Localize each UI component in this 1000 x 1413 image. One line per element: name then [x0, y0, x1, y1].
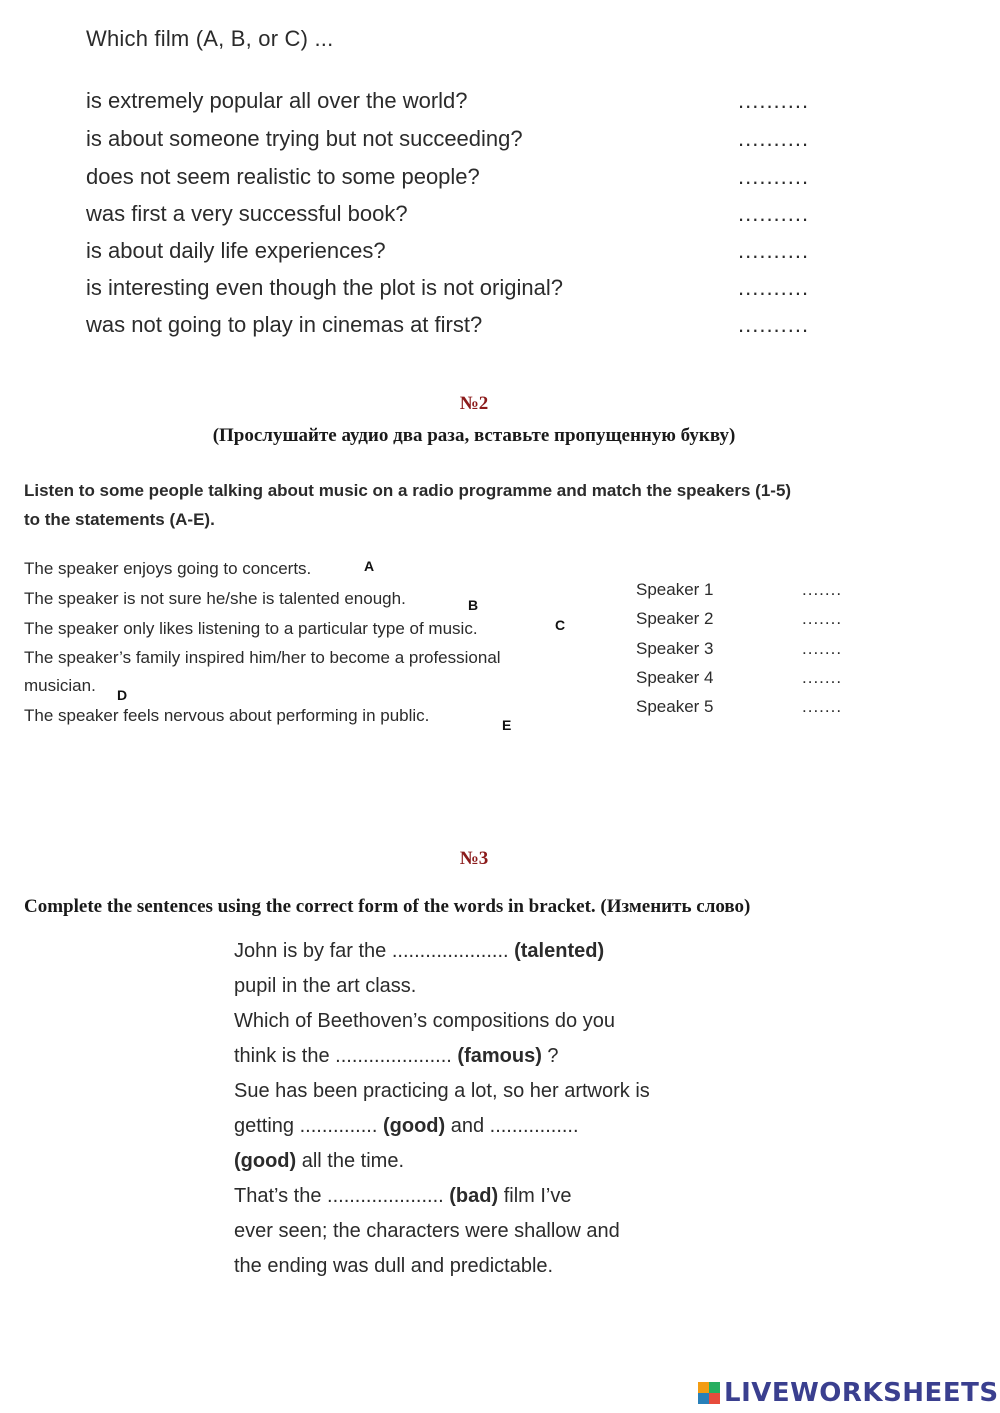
sentence-text: ? [541, 1045, 559, 1067]
speaker-label: Speaker 5 [636, 697, 714, 716]
speaker-answer-blank[interactable]: ....... [802, 639, 843, 658]
sentence-text: Which of Beethoven’s compositions do you [234, 1010, 615, 1032]
sentence-line [234, 1074, 710, 1109]
section2-task-line2: to the statements (A-E). [24, 510, 215, 529]
sentence-text[interactable]: That’s the ..................... [234, 1185, 450, 1207]
statement-letter: A [364, 558, 375, 574]
speaker-answer-blank[interactable]: ....... [802, 697, 843, 716]
section2-task-line1: Listen to some people talking about music on a radio programme and match the speakers (1-5) [24, 481, 792, 500]
question-text: is extremely popular all over the world? [86, 88, 468, 113]
sentence-line [234, 1004, 710, 1039]
statement-text: The speaker only likes listening to a particular type of music. [24, 619, 478, 638]
sentence-line [234, 1144, 710, 1179]
answer-blank[interactable]: .......... [738, 164, 810, 189]
answer-blank[interactable]: .......... [738, 275, 810, 300]
statement-text: The speaker enjoys going to concerts. [24, 559, 312, 578]
speaker-answer-blank[interactable]: ....... [802, 580, 843, 599]
sentence-line [234, 1109, 710, 1144]
statement-letter: D [117, 687, 128, 703]
question-text: does not seem realistic to some people? [86, 164, 480, 189]
statement-text: The speaker’s family inspired him/her to become a professional [24, 648, 501, 667]
sentence-text[interactable]: John is by far the ..................... [234, 940, 515, 962]
bracket-word: (talented) [514, 940, 605, 962]
statement-letter: B [468, 597, 479, 613]
speaker-label: Speaker 3 [636, 639, 714, 658]
sentence-text[interactable]: think is the ..................... [234, 1045, 458, 1067]
logo-text: LIVEWORKSHEETS [724, 1378, 999, 1408]
liveworksheets-logo [698, 1378, 999, 1408]
speaker-answer-blank[interactable]: ....... [802, 668, 843, 687]
answer-blank[interactable]: .......... [738, 126, 810, 151]
bracket-word: (good) [382, 1115, 446, 1137]
section3-instruction: Complete the sentences using the correct form of the words in bracket. (Изменить слово) [24, 896, 751, 917]
section3-sentence-box [234, 934, 710, 1284]
speaker-answer-blank[interactable]: ....... [802, 609, 843, 628]
statement-text: The speaker is not sure he/she is talented enough. [24, 589, 406, 608]
sentence-line [234, 1214, 710, 1249]
statement-text: musician. [24, 676, 96, 695]
question-text: was first a very successful book? [86, 201, 408, 226]
logo-grid-icon [698, 1382, 720, 1404]
sentence-text: ever seen; the characters were shallow and [234, 1220, 620, 1242]
bracket-word: (good) [234, 1150, 297, 1172]
question-text: is about daily life experiences? [86, 238, 386, 263]
statement-text: The speaker feels nervous about performing in public. [24, 706, 430, 725]
section2-task [24, 476, 924, 534]
sentence-text: and ................ [445, 1115, 579, 1137]
sentence-text: pupil in the art class. [234, 975, 417, 997]
statement-letter: C [555, 617, 566, 633]
sentence-text: Sue has been practicing a lot, so her artwork is [234, 1080, 650, 1102]
speaker-label: Speaker 2 [636, 609, 714, 628]
question-text: is interesting even though the plot is not original? [86, 275, 563, 300]
sentence-line [234, 1179, 710, 1214]
section3-number: №3 [459, 848, 489, 869]
sentence-line [234, 1039, 710, 1074]
answer-blank[interactable]: .......... [738, 88, 810, 113]
answer-blank[interactable]: .......... [738, 312, 810, 337]
sentence-text: the ending was dull and predictable. [234, 1255, 554, 1277]
bracket-word: (bad) [449, 1185, 499, 1207]
sentence-text[interactable]: getting .............. [234, 1115, 383, 1137]
statement-letter: E [502, 717, 512, 733]
question-text: is about someone trying but not succeeding? [86, 126, 523, 151]
section1-intro: Which film (A, B, or C) ... [86, 26, 334, 51]
bracket-word: (famous) [457, 1045, 542, 1067]
sentence-text: film I’ve [498, 1185, 572, 1207]
section2-number: №2 [459, 393, 489, 414]
speaker-label: Speaker 1 [636, 580, 714, 599]
sentence-text: all the time. [296, 1150, 405, 1172]
question-text: was not going to play in cinemas at first? [86, 312, 483, 337]
sentence-line [234, 1249, 710, 1284]
section2-instruction: (Прослушайте аудио два раза, вставьте пропущенную букву) [212, 425, 736, 446]
speaker-label: Speaker 4 [636, 668, 714, 687]
answer-blank[interactable]: .......... [738, 238, 810, 263]
sentence-line [234, 969, 710, 1004]
answer-blank[interactable]: .......... [738, 201, 810, 226]
sentence-line [234, 934, 710, 969]
